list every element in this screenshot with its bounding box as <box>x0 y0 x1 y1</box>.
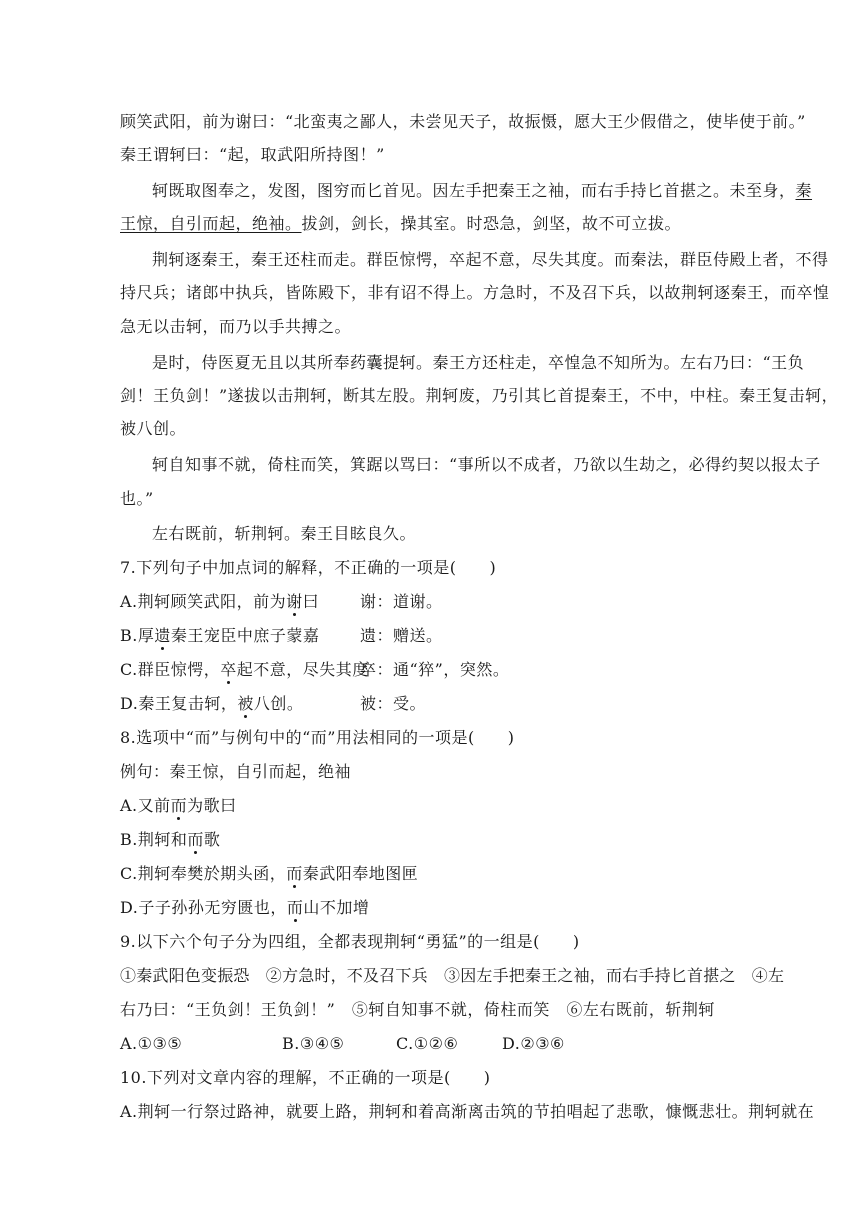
dotted-word: 而 <box>187 830 204 849</box>
passage-line: 剑！王负剑！”遂拔以击荆轲，断其左股。荆轲废，乃引其匕首提秦王，不中，中柱。秦王复击轲， <box>120 386 839 405</box>
underlined-phrase: 王惊，自引而起，绝袖。 <box>120 214 302 233</box>
question-8-stem: 8.选项中“而”与例句中的“而”用法相同的一项是( ) <box>120 728 515 747</box>
passage-line: 持尺兵；诸郎中执兵，皆陈殿下，非有诏不得上。方急时，不及召下兵，以故荆轲逐秦王，而卒惶 <box>120 283 830 302</box>
option-c: C.①②⑥ <box>396 1034 459 1053</box>
passage-line: 王惊，自引而起，绝袖。拔剑，剑长，操其室。时恐急，剑坚，故不可立拔。 <box>120 214 682 233</box>
question-10-stem: 10.下列对文章内容的理解，不正确的一项是( ) <box>120 1068 491 1087</box>
question-7-stem: 7.下列句子中加点词的解释，不正确的一项是( ) <box>120 558 497 577</box>
question-9-items: ①秦武阳色变振恐 ②方急时，不及召下兵 ③因左手把秦王之袖，而右手持匕首揕之 ④左 <box>120 966 785 985</box>
passage-line: 轲既取图奉之，发图，图穷而匕首见。因左手把秦王之袖，而右手持匕首揕之。未至身，秦 <box>152 181 813 200</box>
passage-line: 急无以击轲，而乃以手共搏之。 <box>120 317 352 336</box>
option-b: B.③④⑤ <box>282 1034 345 1053</box>
dotted-word: 被 <box>237 694 254 713</box>
option-d: D.②③⑥ <box>502 1034 565 1053</box>
passage-line: 荆轲逐秦王，秦王还柱而走。群臣惊愕，卒起不意，尽失其度。而秦法，群臣侍殿上者，不得 <box>152 250 829 269</box>
dotted-word: 谢 <box>286 592 303 611</box>
dotted-word: 卒 <box>220 660 237 679</box>
passage-line: 是时，侍医夏无且以其所奉药囊提轲。秦王方还柱走，卒惶急不知所为。左右乃曰：“王负 <box>152 353 805 372</box>
passage-line: 秦王谓轲曰：“起，取武阳所持图！” <box>120 145 385 164</box>
question-9-items: 右乃曰：“王负剑！王负剑！” ⑤轲自知事不就，倚柱而笑 ⑥左右既前，斩荆轲 <box>120 1000 715 1019</box>
question-10-option-a: A.荆轲一行祭过路神，就要上路，荆轲和着高渐离击筑的节拍唱起了悲歌，慷慨悲壮。荆轲就在 <box>120 1102 815 1121</box>
gloss: 遗：赠送。 <box>360 626 443 645</box>
passage-line: 被八创。 <box>120 419 187 438</box>
question-9-stem: 9.以下六个句子分为四组，全都表现荆轲“勇猛”的一组是( ) <box>120 932 580 951</box>
underlined-phrase: 秦 <box>795 181 813 200</box>
dotted-word: 而 <box>286 898 304 917</box>
passage-line: 轲自知事不就，倚柱而笑，箕踞以骂曰：“事所以不成者，乃欲以生劫之，必得约契以报太子 <box>152 455 821 474</box>
question-8-option-a: A.又前而为歌曰 <box>120 796 237 815</box>
option-a: A.①③⑤ <box>120 1034 183 1053</box>
passage-line: 顾笑武阳，前为谢曰：“北蛮夷之鄙人，未尝见天子，故振慑，愿大王少假借之，使毕使于前。” <box>120 112 806 131</box>
gloss: 谢：道谢。 <box>360 592 443 611</box>
passage-line: 左右既前，斩荆轲。秦王目眩良久。 <box>152 524 417 543</box>
gloss: 卒：通“猝”，突然。 <box>360 660 510 679</box>
passage-line: 也。” <box>120 489 154 508</box>
question-8-option-c: C.荆轲奉樊於期头函，而秦武阳奉地图匣 <box>120 864 419 883</box>
document-page: 顾笑武阳，前为谢曰：“北蛮夷之鄙人，未尝见天子，故振慑，愿大王少假借之，使毕使于前。” 秦王谓轲曰：“起，取武阳所持图！” 轲既取图奉之，发图，图穷而匕首见。因左手把秦王之袖，而右手持匕首揕之。未至身，秦 王惊，自引而起，绝袖。拔剑，剑长，操其室。时恐急，剑坚，故不可立拔。 荆轲逐秦王，秦王还柱而走。群臣惊愕，卒起不意，尽失其度。而秦法，群臣侍殿上者，不得 持尺兵；诸郎中执兵，皆陈殿下，非有诏不得上。方急时，不及召下兵，以故荆轲逐秦王，而卒惶 急无以击轲，而乃以手共搏之。 是时，侍医夏无且以其所奉药囊提轲。秦王方还柱走，卒惶急不知所为。左右乃曰：“王负 剑！王负剑！”遂拔以击荆轲，断其左股。荆轲废，乃引其匕首提秦王，不中，中柱。秦王复击轲， 被八创。 轲自知事不就，倚柱而笑，箕踞以骂曰：“事所以不成者，乃欲以生劫之，必得约契以报太子 也。” 左右既前，斩荆轲。秦王目眩良久。 7.下列句子中加点词的解释，不正确的一项是( ) A.荆轲顾笑武阳，前为谢曰 谢：道谢。 B.厚遗秦王宠臣中庶子蒙嘉 遗：赠送。 C.群臣惊愕，卒起不意，尽失其度 卒：通“猝”，突然。 D.秦王复击轲，被八创。 被：受。 8.选项中“而”与例句中的“而”用法相同的一项是( ) 例句：秦王惊，自引而起，绝袖 A.又前而为歌曰 B.荆轲和而歌 C.荆轲奉樊於期头函，而秦武阳奉地图匣 D.子子孙孙无穷匮也，而山不加增 9.以下六个句子分为四组，全都表现荆轲“勇猛”的一组是( ) ①秦武阳色变振恐 ②方急时，不及召下兵 ③因左手把秦王之袖，而右手持匕首揕之 ④左 右乃曰：“王负剑！王负剑！” ⑤轲自知事不就，倚柱而笑 ⑥左右既前，斩荆轲 A.①③⑤ B.③④⑤ C.①②⑥ D.②③⑥ 10.下列对文章内容的理解，不正确的一项是( ) A.荆轲一行祭过路神，就要上路，荆轲和着高渐离击筑的节拍唱起了悲歌，慷慨悲壮。荆轲就在 <box>120 112 839 1121</box>
dotted-word: 而 <box>170 796 188 815</box>
dotted-word: 而 <box>286 864 303 883</box>
question-8-option-d: D.子子孙孙无穷匮也，而山不加增 <box>120 898 370 917</box>
gloss: 被：受。 <box>360 694 427 713</box>
question-8-option-b: B.荆轲和而歌 <box>120 830 221 849</box>
dotted-word: 遗 <box>154 626 171 645</box>
question-8-example: 例句：秦王惊，自引而起，绝袖 <box>120 762 352 781</box>
